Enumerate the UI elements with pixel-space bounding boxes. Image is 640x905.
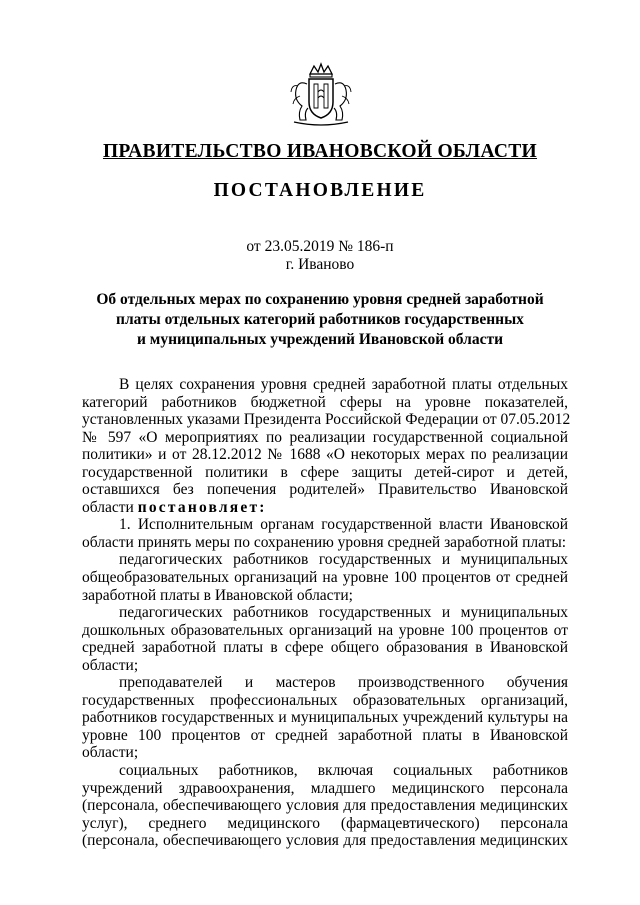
body-line: (персонала, обеспечивающего условия для предоставления медицинских: [82, 832, 568, 850]
body-line: № 597 «О мероприятиях по реализации государственной социальной: [82, 428, 568, 446]
body-line: В целях сохранения уровня средней заработной платы отдельных: [119, 376, 568, 393]
subject-line: платы отдельных категорий работников государственных: [116, 311, 524, 328]
document-subject: [60, 290, 580, 350]
city: г. Иваново: [285, 256, 355, 273]
body-line: области принять меры по сохранению уровня средней заработной платы:: [82, 533, 567, 551]
body-line: средней заработной платы в сфере общего образования в Ивановской: [82, 639, 568, 657]
body-line: учреждений здравоохранения, младшего медицинского персонала: [82, 779, 568, 797]
body-text: области: [82, 498, 134, 516]
body-line: дошкольных образовательных организаций на уровне 100 процентов от: [82, 621, 568, 639]
subject-line: Об отдельных мерах по сохранению уровня средней заработной: [96, 291, 544, 308]
body-line: заработной платы в Ивановской области;: [82, 586, 353, 604]
body-line: оставшихся без попечения родителей» Правительство Ивановской: [82, 481, 568, 499]
body-line: [82, 499, 568, 517]
body-line: социальных работников, включая социальных работников: [119, 762, 568, 780]
body-line: политики» и от 28.12.2012 № 1688 «О некоторых мерах по реализации: [82, 446, 568, 464]
body-line: области;: [82, 656, 139, 674]
body-line: работников государственных и муниципальных учреждений культуры на: [82, 709, 568, 727]
body-line: преподавателей и мастеров производственного обучения: [119, 674, 568, 692]
organization-title: ПРАВИТЕЛЬСТВО ИВАНОВСКОЙ ОБЛАСТИ: [102, 141, 538, 162]
body-line: педагогических работников государственных и муниципальных: [119, 604, 568, 622]
coat-of-arms-icon: [288, 62, 354, 128]
body-line: области;: [82, 744, 139, 762]
body-line: установленных указами Президента Российской Федерации от 07.05.2012: [82, 411, 571, 429]
body-line: педагогических работников государственных и муниципальных: [119, 551, 568, 569]
body-line: категорий работников бюджетной сферы на уровне показателей,: [82, 393, 568, 411]
body-line: услуг), среднего медицинского (фармацевтического) персонала: [82, 814, 568, 832]
document-body: [82, 376, 571, 850]
subject-line: и муниципальных учреждений Ивановской области: [137, 331, 503, 348]
document-type: ПОСТАНОВЛЕНИЕ: [213, 180, 427, 201]
body-line: уровне 100 процентов от средней заработной платы в Ивановской: [82, 726, 568, 744]
body-line: общеобразовательных организаций на уровне 100 процентов от средней: [82, 569, 568, 587]
body-line: государственных профессиональных образовательных организаций,: [82, 691, 568, 709]
body-line: 1. Исполнительным органам государственной власти Ивановской: [119, 516, 568, 534]
date-number: от 23.05.2019 № 186-п: [246, 238, 394, 255]
decree-word: постановляет:: [137, 498, 267, 516]
body-line: государственной политики в сфере защиты детей-сирот и детей,: [82, 463, 568, 481]
body-line: (персонала, обеспечивающего условия для предоставления медицинских: [82, 797, 568, 815]
